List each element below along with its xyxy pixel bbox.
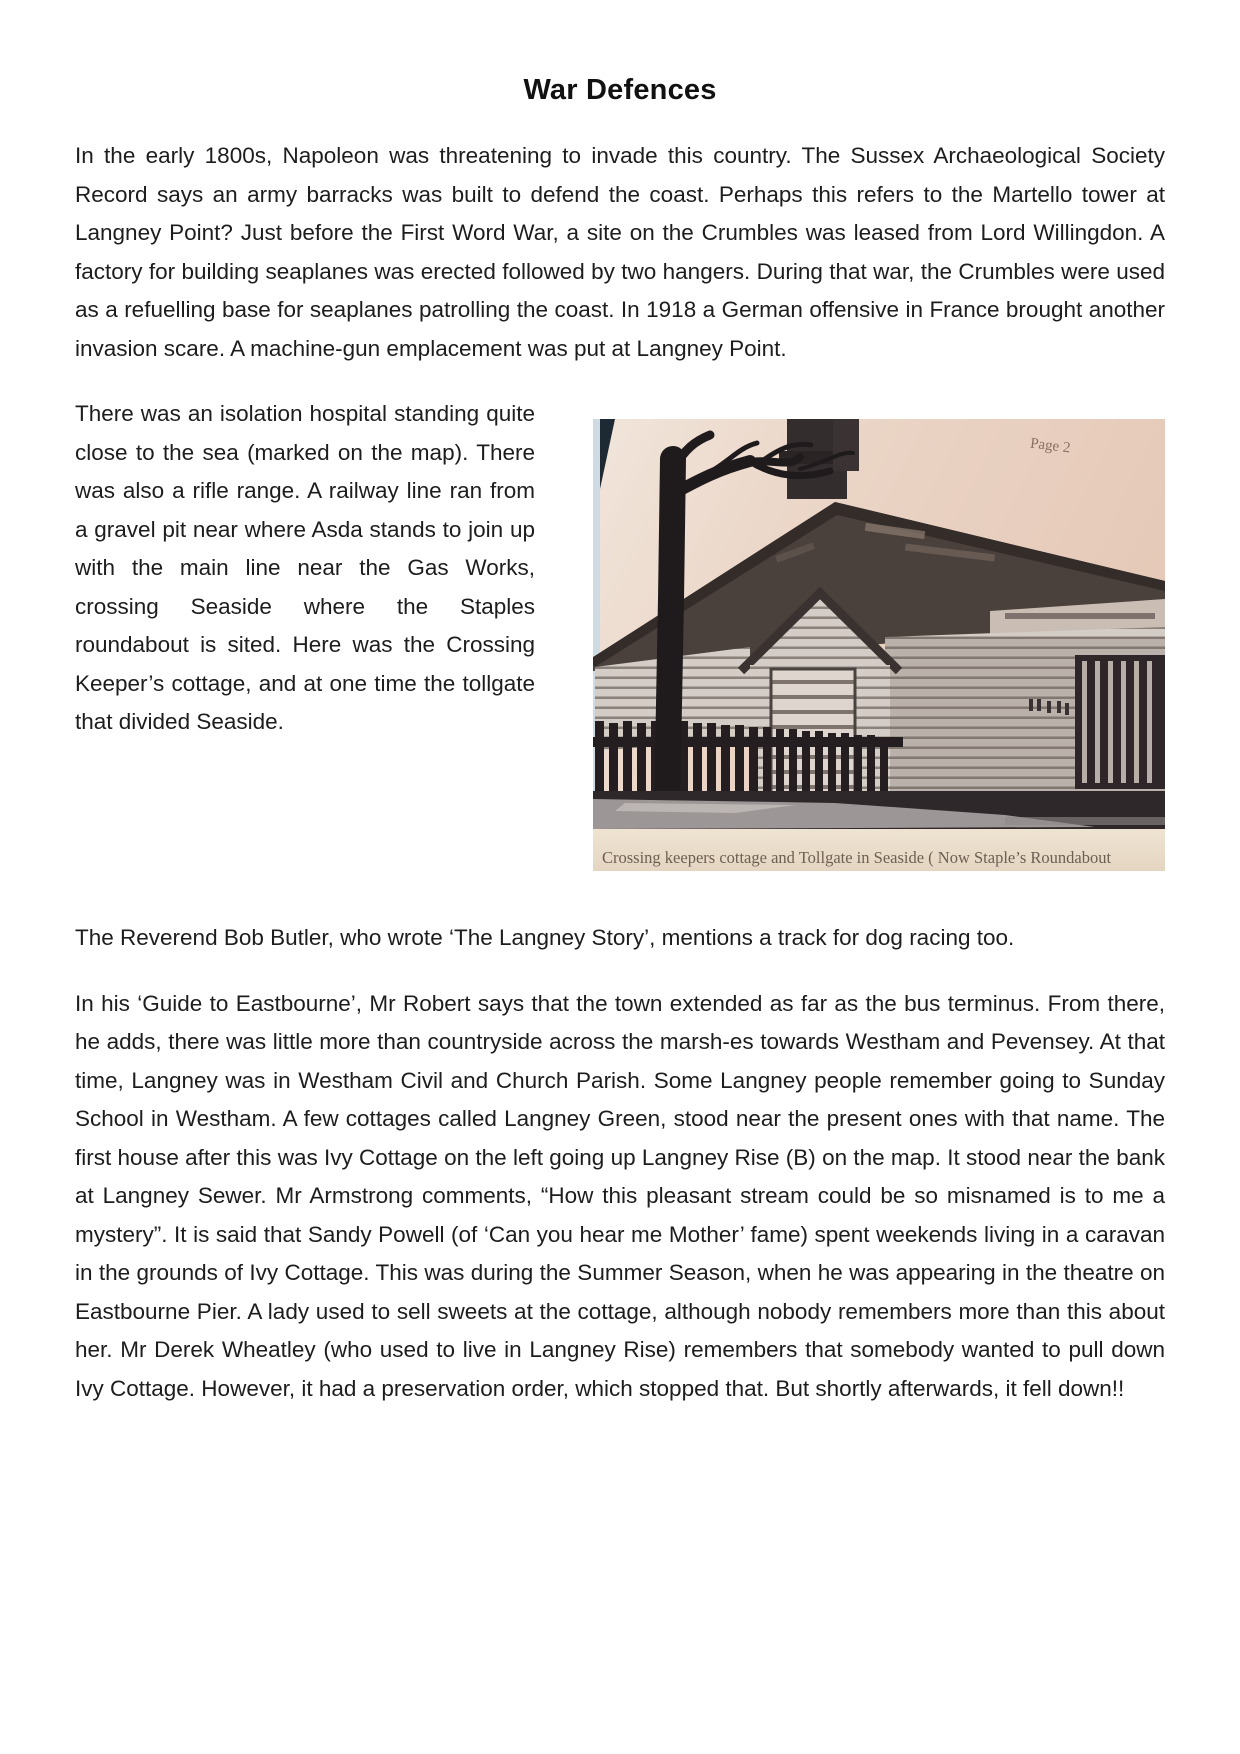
paragraph-guide-to-eastbourne: In his ‘Guide to Eastbourne’, Mr Robert says that the town extended as far as the bus terminus. From there, he adds, there was little more than countryside across the marsh-es towards Westham and Pevensey. At that time, Langney was in Westham Civil and Church Parish. Some Langney people remember going to Sunday School in Westham. A few cottages called Langney Green, stood near the present ones with that name. The first house after this was Ivy Cottage on the left going up Langney Rise (B) on the map. It stood near the bank at Langney Sewer. Mr Armstrong comments, “How this pleasant stream could be so misnamed is to me a mystery”. It is said that Sandy Powell (of ‘Can you hear me Mother’ fame) spent weekends living in a caravan in the grounds of Ivy Cottage. This was during the Summer Season, when he was appearing in the theatre on Eastbourne Pier. A lady used to sell sweets at the cottage, although nobody remembers more than this about her. Mr Derek Wheatley (who used to live in Langney Rise) remembers that somebody wanted to pull down Ivy Cottage. However, it had a preservation order, which stopped that. But shortly afterwards, it fell down!! (75, 990, 1165, 1401)
page-title: War Defences (523, 74, 717, 106)
photo-caption: Crossing keepers cottage and Tollgate in Seaside ( Now Staple’s Roundabout (593, 829, 1165, 871)
paragraph-isolation-hospital-block (75, 395, 1165, 867)
photo-scene (587, 419, 1165, 831)
cottage-photo-image (535, 399, 1165, 871)
paragraph-war-defences-intro: In the early 1800s, Napoleon was threatening to invade this country. The Sussex Archaeological Society Record says an army barracks was built to defend the coast. Perhaps this refers to the Martello tower at Langney Point? Just before the First Word War, a site on the Crumbles was leased from Lord Willingdon. A factory for building seaplanes was erected followed by two hangers. During that war, the Crumbles were used as a refuelling base for seaplanes patrolling the coast. In 1918 a German offensive in France brought another invasion scare. A machine-gun emplacement was put at Langney Point. (75, 143, 1165, 361)
photo-page-number-label: Page 2 (1029, 435, 1072, 457)
cottage-photo (535, 399, 1165, 871)
paragraph-isolation-hospital-text: There was an isolation hospital standing quite close to the sea (marked on the map). There was also a rifle range. A railway line ran from a gravel pit near where Asda stands to join up with the main line near the Gas Works, crossing Seaside where the Staples roundabout is sited. Here was the Crossing Keeper’s cottage, and at one time the tollgate that divided Seaside. (75, 401, 535, 734)
paragraph-reverend-bob-butler: The Reverend Bob Butler, who wrote ‘The Langney Story’, mentions a track for dog racing too. (75, 925, 1015, 950)
